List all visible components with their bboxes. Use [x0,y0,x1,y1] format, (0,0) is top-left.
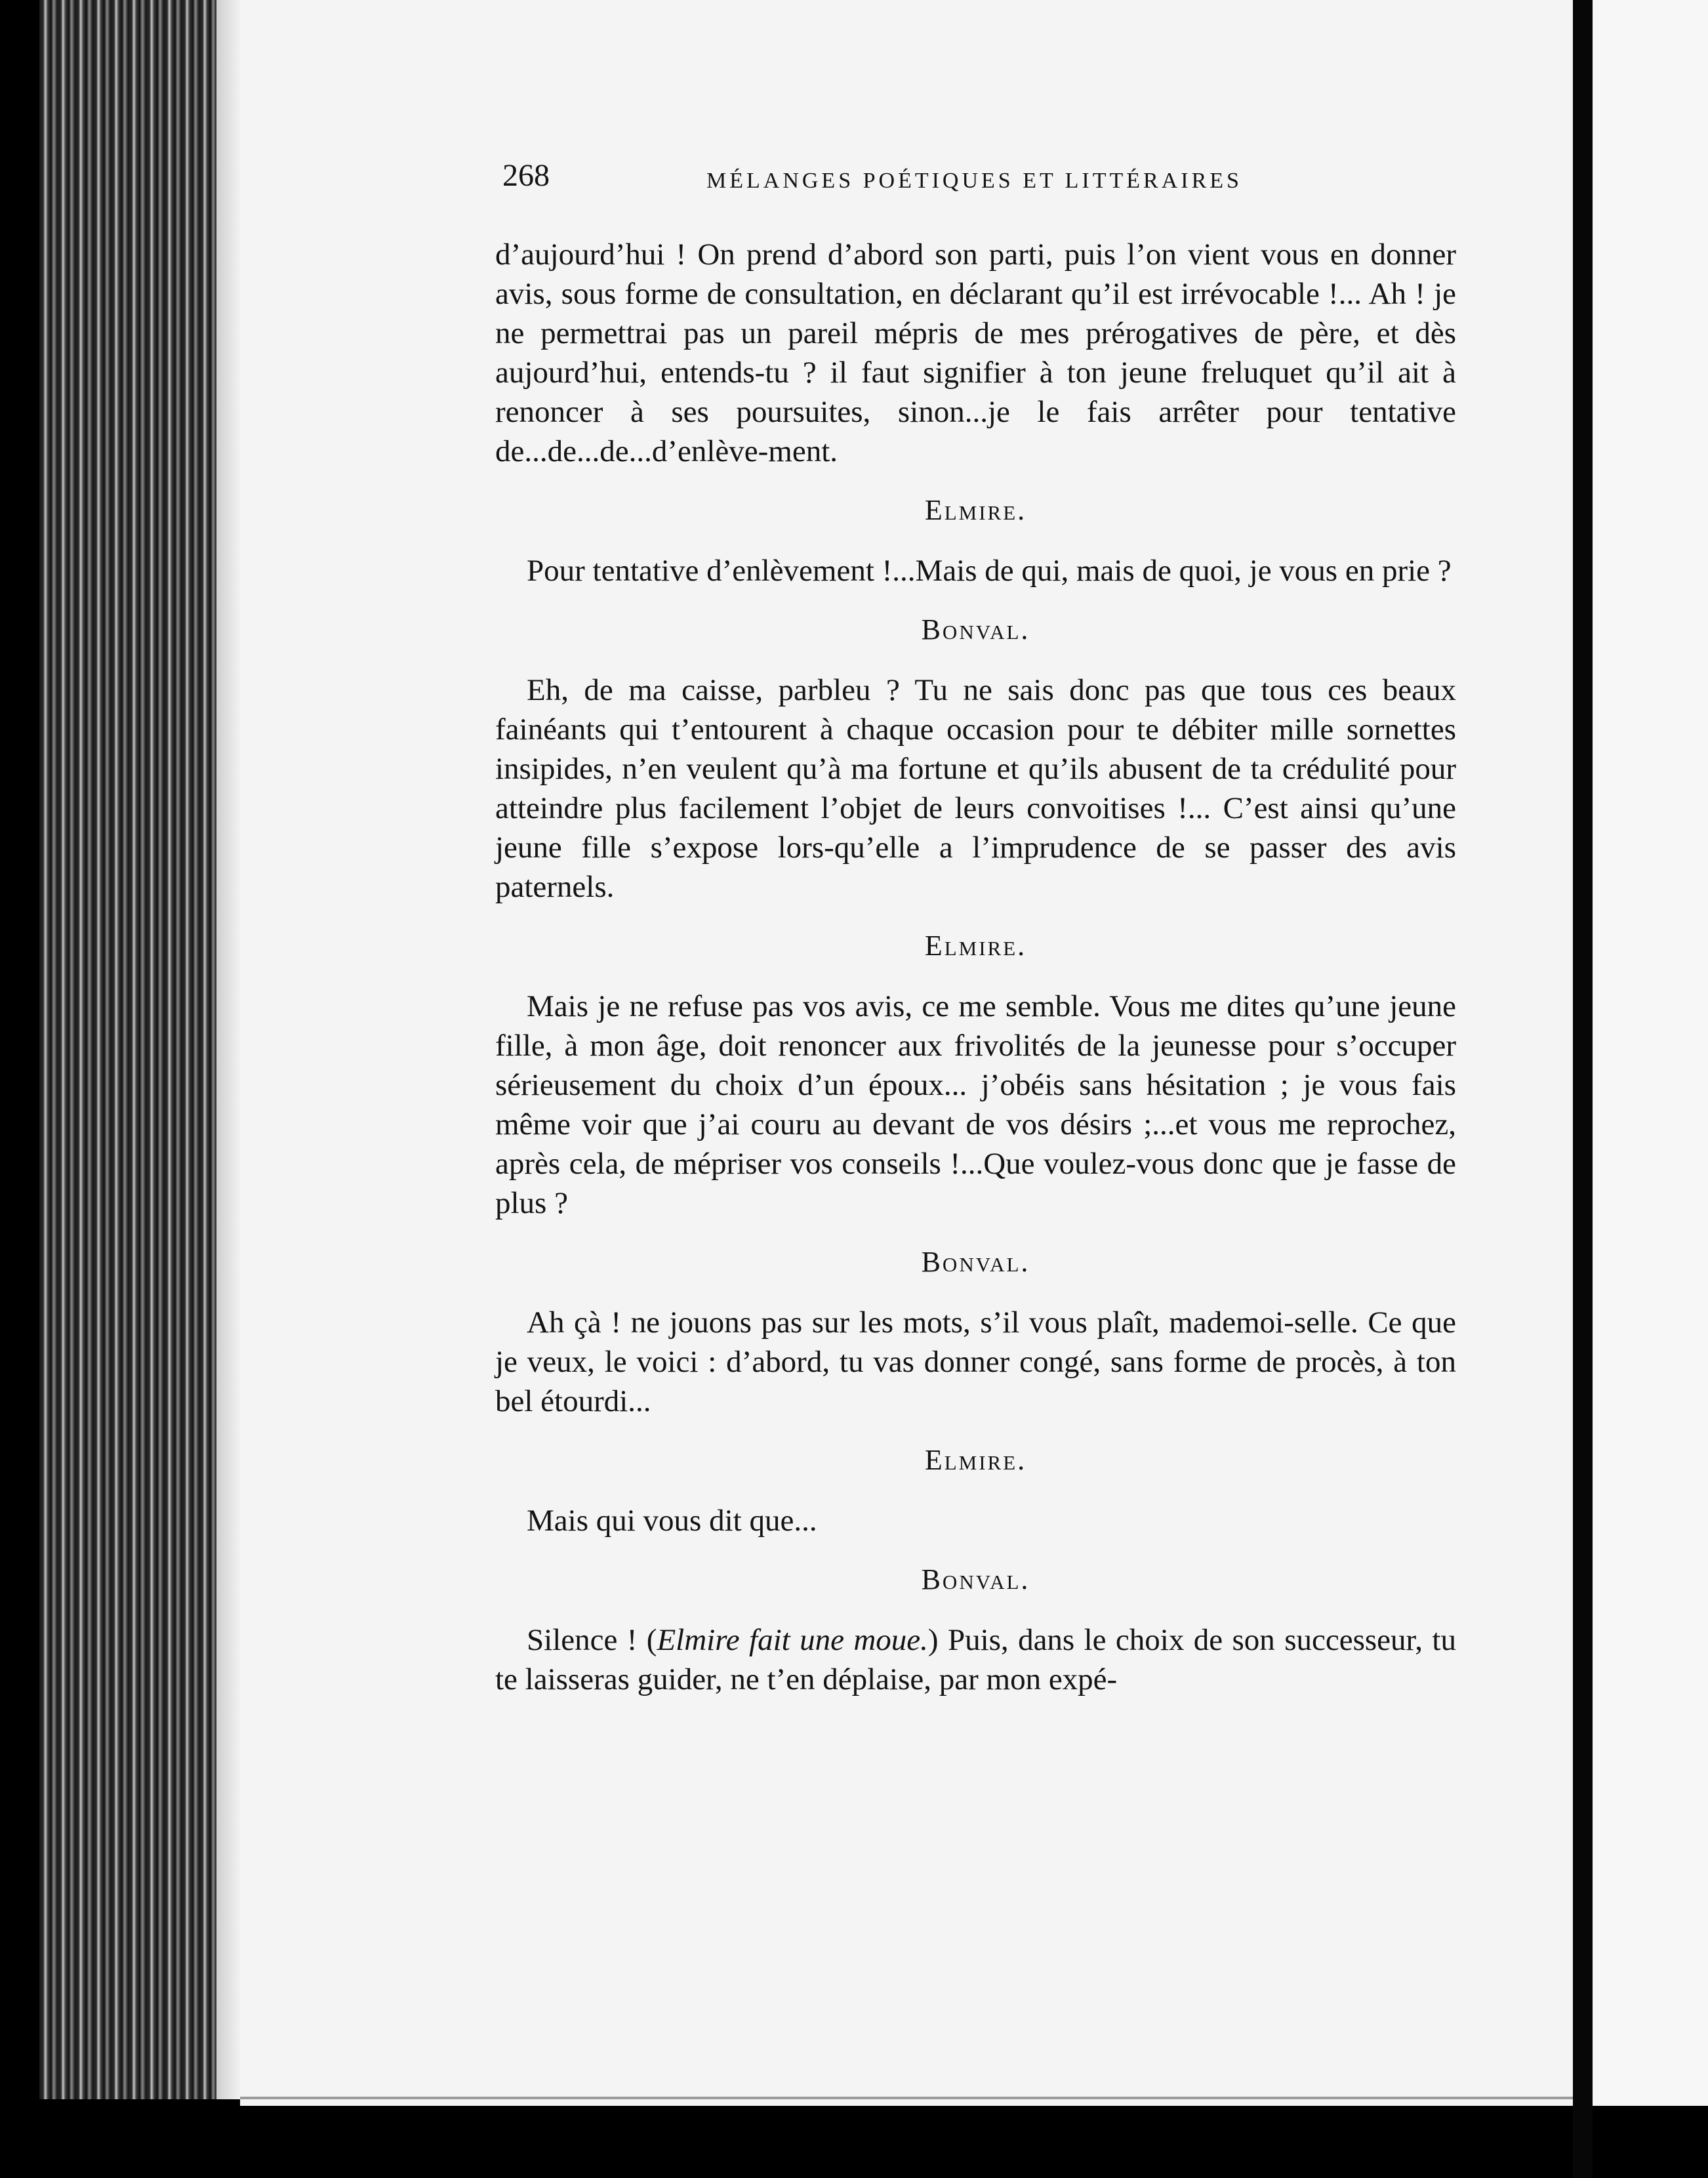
running-head: MÉLANGES POÉTIQUES ET LITTÉRAIRES [706,169,1242,193]
paragraph-text: Silence ! ( [527,1623,657,1657]
speaker-name: Bonval. [921,613,1030,646]
facing-page-sliver [1593,0,1708,2106]
dialogue-paragraph: Mais qui vous dit que... [527,1504,817,1538]
page-bottom-edge [240,2097,1573,2099]
dialogue-paragraph: Pour tentative d’enlèvement !...Mais de qui, mais de quoi, je vous en prie ? [527,554,1452,588]
speaker-name: Elmire. [924,494,1027,526]
speaker-name: Bonval. [921,1563,1030,1595]
dialogue-paragraph: d’aujourd’hui ! On prend d’abord son parti, puis l’on vient vous en donner avis, sous forme de consultation, en déclarant qu’il est irrévocable !... Ah ! je ne permettrai pas un pareil mépris de mes prérogatives de père, et dès aujourd’hui, entends-tu ? il faut signifier à ton jeune freluquet qu’il ait à renoncer à ses poursuites, sinon...je le fais arrêter pour tentative de...de...de...d’enlève-ment. [495,237,1456,468]
paragraph-text: ) Puis, dans le choix de son successeur, tu te laisseras guider, ne t’en déplaise, par mon expé- [495,1623,1456,1696]
page-header [495,156,1456,195]
dialogue-paragraph: Mais je ne refuse pas vos avis, ce me semble. Vous me dites qu’une jeune fille, à mon âge, doit renoncer aux frivolités de la jeunesse pour s’occuper sérieusement du choix d’un époux... j’obéis sans hésitation ; je vous fais même voir que j’ai couru au devant de vos désirs ;...et vous me reprochez, après cela, de mépriser vos conseils !...Que voulez-vous donc que je fasse de plus ? [495,989,1456,1220]
speaker-name: Bonval. [921,1246,1030,1278]
speaker-name: Elmire. [924,1444,1027,1476]
speaker-name: Elmire. [924,930,1027,962]
page-text [495,156,1456,1699]
page-edge-highlight [216,0,240,2099]
dialogue-paragraph: Ah çà ! ne jouons pas sur les mots, s’il vous plaît, mademoi-selle. Ce que je veux, le voici : d’abord, tu vas donner congé, sans forme de procès, à ton bel étourdi... [495,1305,1456,1418]
binding-shadow [1573,0,1593,2178]
dialogue-paragraph [495,1620,1456,1699]
stage-direction: Elmire fait une moue. [657,1623,928,1657]
page-number: 268 [502,158,550,193]
dialogue-paragraph: Eh, de ma caisse, parbleu ? Tu ne sais donc pas que tous ces beaux fainéants qui t’entourent à chaque occasion pour te débiter mille sornettes insipides, n’en veulent qu’à ma fortune et qu’ils abusent de ta crédulité pour atteindre plus facilement l’objet de leurs convoitises !... C’est ainsi qu’une jeune fille s’expose lors-qu’elle a l’imprudence de se passer des avis paternels. [495,673,1456,904]
